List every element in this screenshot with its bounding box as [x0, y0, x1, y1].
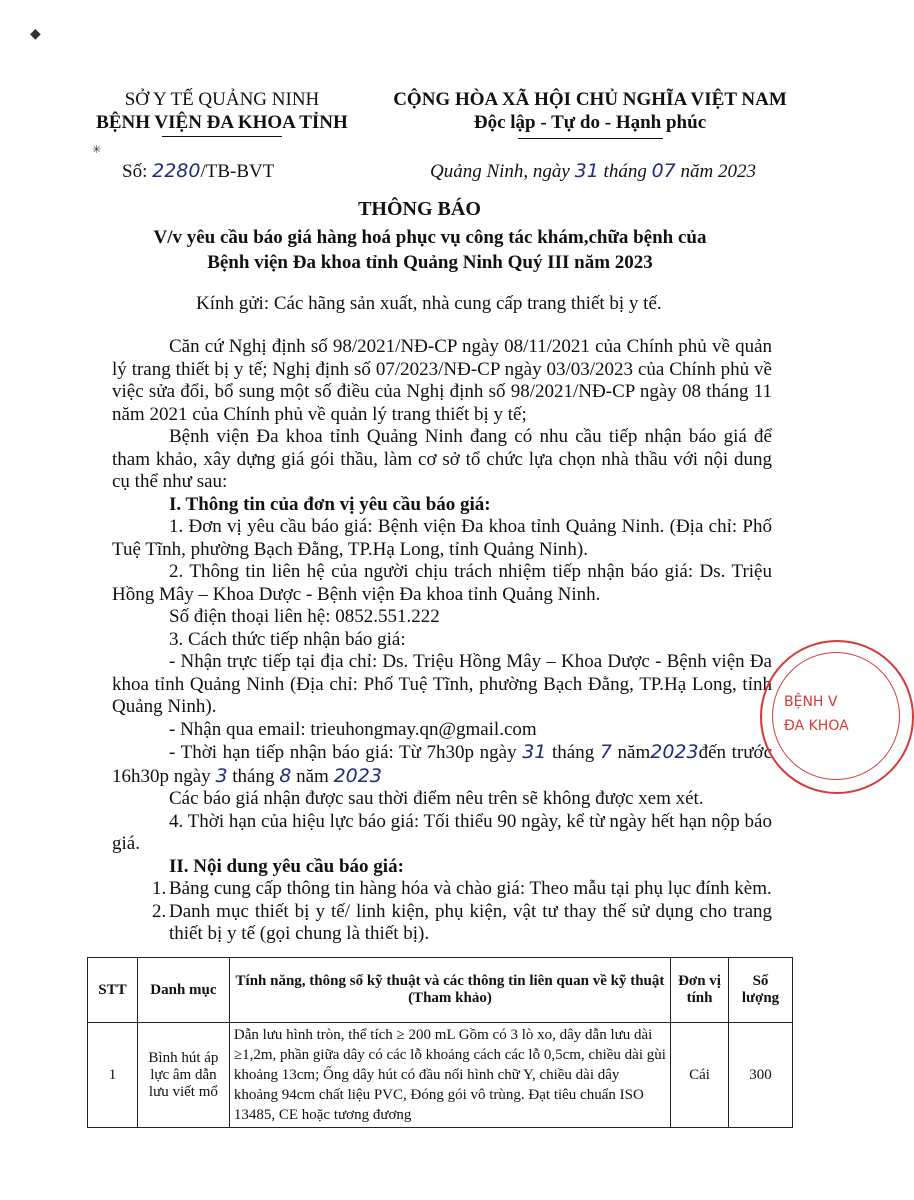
paragraph-late-note: Các báo giá nhận được sau thời điểm nêu trên sẽ không được xem xét. — [169, 788, 704, 809]
paragraph-validity: 4. Thời hạn của hiệu lực báo giá: Tối thiểu 90 ngày, kể từ ngày hết hạn nộp báo giá. — [112, 810, 772, 854]
paragraph-contact: 2. Thông tin liên hệ của người chịu trách nhiệm tiếp nhận báo giá: Ds. Triệu Hồng Mây – Khoa Dược - Bệnh viện Đa khoa tỉnh Quảng Ninh. — [112, 561, 772, 605]
document-number: Số: 2280/TB-BVT — [122, 160, 275, 182]
issuer-hospital: BỆNH VIỆN ĐA KHOA TỈNH — [96, 112, 348, 133]
section-heading-1: I. Thông tin của đơn vị yêu cầu báo giá: — [169, 493, 491, 515]
paragraph-phone: Số điện thoại liên hệ: 0852.551.222 — [169, 606, 440, 627]
handwritten-number: 2280 — [152, 160, 201, 182]
motto-underline — [518, 138, 663, 139]
paragraph-receipt-method: 3. Cách thức tiếp nhận báo giá: — [169, 628, 406, 650]
document-body — [112, 336, 772, 946]
issuer-department: SỞ Y TẾ QUẢNG NINH — [124, 89, 320, 110]
paragraph-purpose: Bệnh viện Đa khoa tỉnh Quảng Ninh đang có nhu cầu tiếp nhận báo giá để tham khảo, xây dựng giá gói thầu, làm cơ sở tổ chức lựa chọn nhà thầu với nội dung cụ thể như sau: — [112, 426, 772, 492]
scan-mark: ✳ — [92, 144, 102, 156]
list-item: 2. Danh mục thiết bị y tế/ linh kiện, phụ kiện, vật tư thay thế sử dụng cho trang thiết bị y tế (gọi chung là thiết bị). — [152, 900, 772, 944]
paragraph-receipt-email: - Nhận qua email: trieuhongmay.qn@gmail.com — [169, 718, 537, 740]
cell-unit: Cái — [671, 1023, 729, 1128]
column-header: Đơn vị tính — [671, 958, 729, 1023]
issuer-block — [92, 88, 352, 137]
paragraph-receipt-direct: - Nhận trực tiếp tại địa chỉ: Ds. Triệu Hồng Mây – Khoa Dược - Bệnh viện Đa khoa tỉnh Quảng Ninh (Địa chỉ: Phố Tuệ Tĩnh, phường Bạch Đằng, TP.Hạ Long, tỉnh Quảng Ninh). — [112, 651, 772, 717]
list-item: 1. Bảng cung cấp thông tin hàng hóa và chào giá: Theo mẫu tại phụ lục đính kèm. — [152, 878, 772, 899]
national-header — [380, 88, 800, 134]
national-motto: Độc lập - Tự do - Hạnh phúc — [473, 112, 707, 133]
column-header: STT — [88, 958, 138, 1023]
paragraph-deadline: - Thời hạn tiếp nhận báo giá: Từ 7h30p ngày 31 tháng 7 năm2023đến trước 16h30p ngày 3 tháng 8 năm 2023 — [112, 741, 773, 787]
issuer-underline — [162, 136, 282, 137]
handwritten-day: 31 — [574, 160, 599, 182]
handwritten-month: 07 — [651, 160, 676, 182]
cell-qty: 300 — [729, 1023, 793, 1128]
table-header-row — [88, 958, 793, 1023]
paragraph-legal-basis: Căn cứ Nghị định số 98/2021/NĐ-CP ngày 08/11/2021 của Chính phủ về quản lý trang thiết bị y tế; Nghị định số 07/2023/NĐ-CP ngày 03/03/2023 của Chính phủ về việc sửa đổi, bổ sung một số điều của Nghị định số 98/2021/NĐ-CP ngày 08 tháng 11 năm 2021 của Chính phủ về quản lý trang thiết bị y tế; — [112, 336, 772, 425]
column-header: Tính năng, thông số kỹ thuật và các thông tin liên quan về kỹ thuật (Tham khảo) — [229, 958, 670, 1023]
section-heading-2: II. Nội dung yêu cầu báo giá: — [169, 855, 404, 877]
document-date: Quảng Ninh, ngày 31 tháng 07 năm 2023 — [430, 160, 756, 182]
document-subtitle: V/v yêu cầu báo giá hàng hoá phục vụ công tác khám,chữa bệnh của Bệnh viện Đa khoa tỉnh Quảng Ninh Quý III năm 2023 — [153, 227, 707, 273]
paragraph-requesting-unit: 1. Đơn vị yêu cầu báo giá: Bệnh viện Đa khoa tỉnh Quảng Ninh. (Địa chỉ: Phố Tuệ Tĩnh, phường Bạch Đằng, TP.Hạ Long, tỉnh Quảng Ninh). — [112, 516, 772, 560]
cell-stt: 1 — [88, 1023, 138, 1128]
document-title: THÔNG BÁO — [358, 198, 481, 220]
table-row — [88, 1023, 793, 1128]
official-stamp: BỆNH V ĐA KHOA — [760, 640, 914, 794]
equipment-table — [87, 957, 793, 1128]
recipients: Kính gửi: Các hãng sản xuất, nhà cung cấp trang thiết bị y tế. — [196, 293, 662, 314]
scan-mark: ◆ — [30, 27, 41, 42]
column-header: Danh mục — [137, 958, 229, 1023]
republic-name: CỘNG HÒA XÃ HỘI CHỦ NGHĨA VIỆT NAM — [393, 89, 787, 110]
cell-spec: Dẫn lưu hình tròn, thể tích ≥ 200 mL Gồm có 3 lò xo, dây dẫn lưu dài ≥1,2m, phần giữa dây có các lỗ khoảng cách các lỗ 0,5cm, chiều dài gùi khoảng 13cm; Ống dây hút có đầu nối hình chữ Y, chiều dài dây khoảng 94cm chất liệu PVC, Đóng gói vô trùng. Đạt tiêu chuẩn ISO 13485, CE hoặc tương đương — [229, 1023, 670, 1128]
cell-name: Bình hút áp lực âm dẫn lưu viết mổ — [137, 1023, 229, 1128]
column-header: Số lượng — [729, 958, 793, 1023]
